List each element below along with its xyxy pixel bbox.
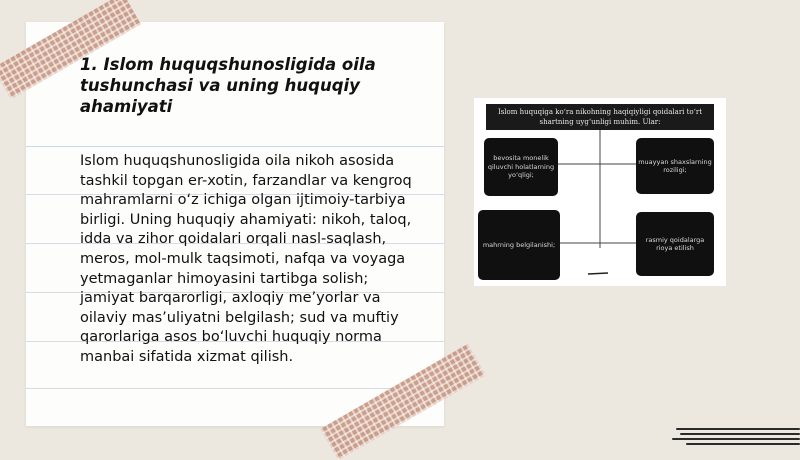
slide-body-text: Islom huquqshunosligida oila nikoh asosida tashkil topgan er-xotin, farzandlar va kengroq mahramlarni o‘z ichiga olgan ijtimoiy-tarbiya birligi. Uning huquqiy ahamiyati: nikoh, taloq, idda va zihor qoidalari orqali nasl-saqlash, meros, mol-mulk taqsimoti, nafqa va voyaga yetmaganlar himoyasini tartibga solish; jamiyat barqarorligi, axloqiy me’yorlar va oilaviy mas’uliyatni belgilash; sud va muftiy qarorlariga asos bo‘luvchi huquqiy norma manbai sifatida xizmat qilish. [80,153,412,365]
decorative-line [676,428,800,430]
diagram-image [474,98,726,286]
diagram-box-3: mahrning belgilanishi; [478,210,560,280]
slide-title: 1. Islom huquqshunosligida oila tushunchasi va uning huquqiy ahamiyati [80,55,376,116]
diagram-box-2: muayyan shaxslarning roziligi; [636,138,714,194]
decorative-line [672,438,800,440]
diagram-box-4: rasmiy qoidalarga rioya etilish [636,212,714,276]
decorative-line [686,443,800,445]
diagram-box-1: bevosita monelik qiluvchi holatlarning yo‘qligi; [484,138,558,196]
decorative-line [680,433,800,435]
diagram-header: Islom huquqiga ko‘ra nikohning haqiqiyligi qoidalari to‘rt shartning uyg‘unligi muhim. Ular: [486,104,714,130]
paper-rule-line [26,388,444,389]
